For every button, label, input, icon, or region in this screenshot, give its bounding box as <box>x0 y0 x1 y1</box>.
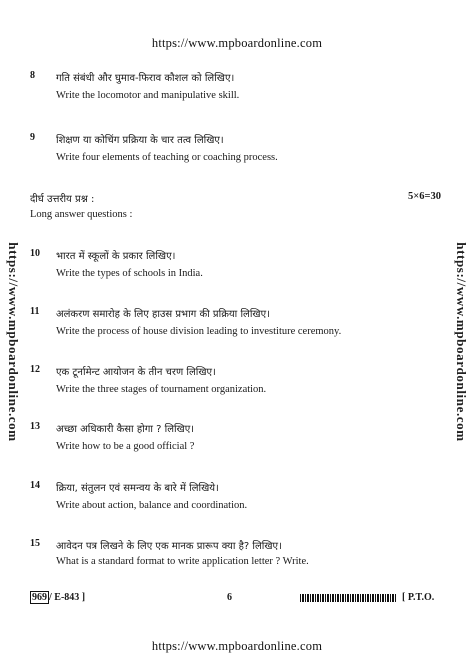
question-hindi: क्रिया, संतुलन एवं समन्वय के बारे में लिखिये। <box>56 483 219 494</box>
question-hindi: आवेदन पत्र लिखने के लिए एक मानक प्रारूप क्या है? लिखिए। <box>56 541 282 552</box>
watermark-top-url: https://www.mpboardonline.com <box>151 36 323 50</box>
question-hindi: शिक्षण या कोचिंग प्रक्रिया के चार तत्व लिखिए। <box>56 135 224 146</box>
question-english: Write how to be a good official ? <box>56 441 195 452</box>
question-hindi: गति संबंधी और घुमाव-फिराव कौशल को लिखिए। <box>56 73 235 84</box>
question-english: Write the three stages of tournament organization. <box>56 384 267 395</box>
question-hindi: एक टूर्नामेन्ट आयोजन के तीन चरण लिखिए। <box>56 367 216 378</box>
pto-label: [ P.T.O. <box>402 592 435 603</box>
watermark-left-url: https://www.mpboardonline.com <box>6 242 21 442</box>
question-english: What is a standard format to write application letter ? Write. <box>56 556 309 567</box>
question-hindi: भारत में स्कूलों के प्रकार लिखिए। <box>56 251 176 262</box>
paper-code-suffix: / E-843 ] <box>49 592 86 603</box>
question-number: 15 <box>30 538 40 549</box>
question-number: 10 <box>30 248 40 259</box>
question-english: Write the process of house division leading to investiture ceremony. <box>56 326 342 337</box>
question-number: 14 <box>30 480 40 491</box>
watermark-right-url: https://www.mpboardonline.com <box>454 242 469 442</box>
question-english: Write four elements of teaching or coaching process. <box>56 152 278 163</box>
paper-code <box>30 592 85 603</box>
page-footer <box>30 592 450 606</box>
question-number: 9 <box>30 132 35 143</box>
section-heading-hindi: दीर्घ उत्तरीय प्रश्न : <box>30 194 95 205</box>
question-number: 13 <box>30 421 40 432</box>
page-number: 6 <box>227 592 232 603</box>
question-hindi: अलंकरण समारोह के लिए हाउस प्रभाग की प्रक्रिया लिखिए। <box>56 309 270 320</box>
barcode <box>300 594 396 602</box>
watermark-bottom-url: https://www.mpboardonline.com <box>151 639 323 653</box>
question-number: 12 <box>30 364 40 375</box>
question-number: 8 <box>30 70 35 81</box>
question-hindi: अच्छा अधिकारी कैसा होगा ? लिखिए। <box>56 424 195 435</box>
question-number: 11 <box>30 306 40 317</box>
question-english: Write the types of schools in India. <box>56 268 203 279</box>
question-english: Write about action, balance and coordination. <box>56 500 248 511</box>
question-english: Write the locomotor and manipulative skill. <box>56 90 240 101</box>
section-heading-english: Long answer questions : <box>30 209 133 220</box>
paper-code-boxed: 969 <box>32 592 47 603</box>
section-marks: 5×6=30 <box>408 191 441 202</box>
